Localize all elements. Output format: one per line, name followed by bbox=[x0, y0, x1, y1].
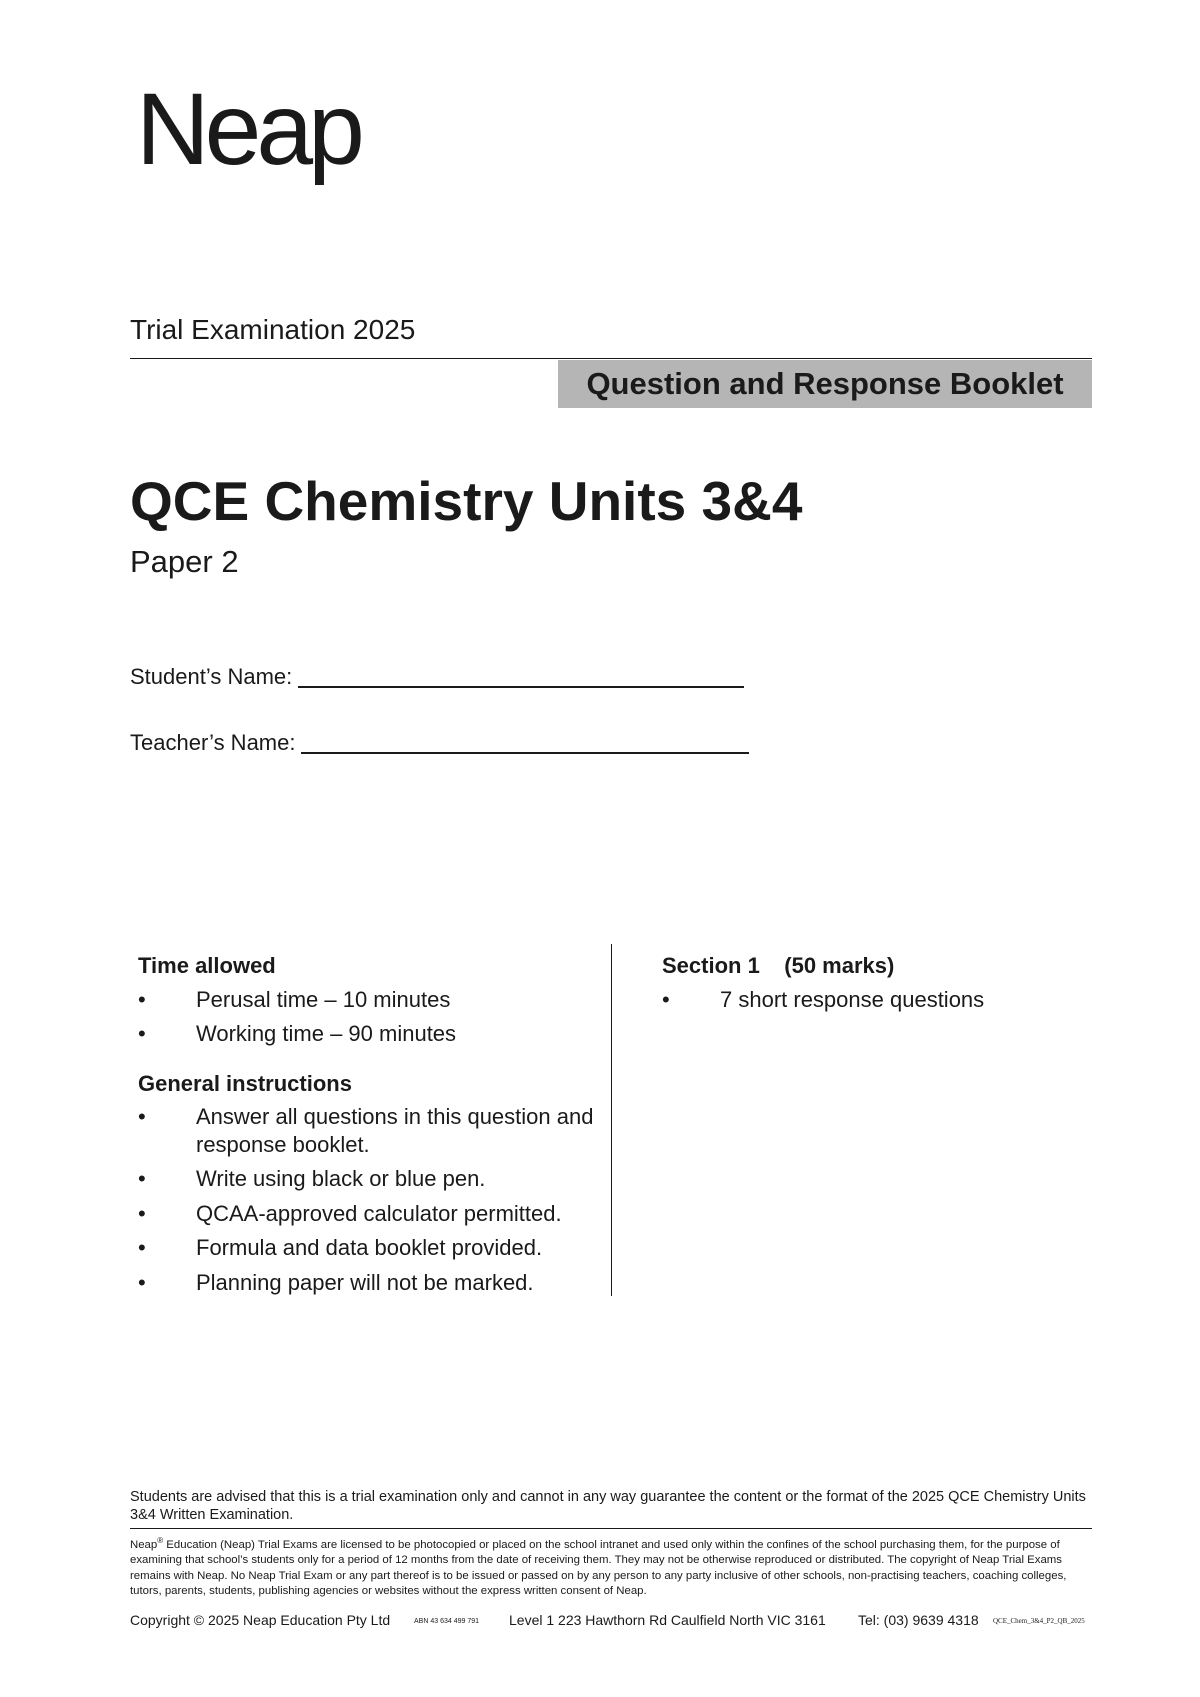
list-item: • Formula and data booklet provided. bbox=[138, 1235, 543, 1260]
footer-document-code: QCE_Chem_3&4_P2_QB_2025 bbox=[993, 1617, 1085, 1625]
neap-logo: Neap bbox=[136, 72, 360, 186]
booklet-type-banner bbox=[558, 360, 1092, 408]
bullet-icon: • bbox=[138, 1200, 146, 1226]
header-rule bbox=[130, 358, 1092, 359]
bullet-icon: • bbox=[138, 1104, 146, 1129]
list-item: • Perusal time – 10 minutes bbox=[138, 986, 451, 1012]
list-item: • 7 short response questions bbox=[662, 986, 985, 1012]
bullet-icon: • bbox=[662, 986, 670, 1012]
bullet-icon: • bbox=[138, 1166, 146, 1191]
column-divider bbox=[611, 944, 612, 1296]
teacher-name-label: Teacher’s Name: bbox=[130, 730, 296, 755]
list-item: • QCAA-approved calculator permitted. bbox=[138, 1200, 562, 1226]
footer-phone: Tel: (03) 9639 4318 bbox=[858, 1612, 979, 1628]
student-name-field[interactable] bbox=[130, 664, 744, 688]
time-allowed-list bbox=[138, 986, 608, 1048]
section-heading: Section 1 (50 marks) bbox=[662, 953, 895, 978]
trial-examination-label: Trial Examination 2025 bbox=[130, 314, 416, 345]
general-instructions-heading: General instructions bbox=[138, 1070, 352, 1096]
exam-title: QCE Chemistry Units 3&4 bbox=[130, 470, 803, 532]
teacher-name-line[interactable] bbox=[301, 730, 749, 754]
bullet-icon: • bbox=[138, 1269, 146, 1295]
footer-rule bbox=[130, 1528, 1092, 1529]
booklet-type-label: Question and Response Booklet bbox=[586, 366, 1064, 401]
bullet-icon: • bbox=[138, 1021, 146, 1046]
trial-disclaimer: Students are advised that this is a trial examination only and cannot in any way guarantee the content or the format of the 2025 QCE Chemistry Units 3&4 Written Examination. bbox=[130, 1489, 1086, 1523]
bullet-icon: • bbox=[138, 986, 146, 1012]
footer-copyright: Copyright © 2025 Neap Education Pty Ltd bbox=[130, 1612, 391, 1628]
teacher-name-field[interactable] bbox=[130, 730, 749, 754]
section-list bbox=[662, 986, 1092, 1014]
general-instructions-list bbox=[138, 1103, 608, 1296]
licence-notice: Neap® Education (Neap) Trial Exams are licensed to be photocopied or placed on the school intranet and used only within the confines of the school purchasing them, for the purpose of examining that school’s students only for a period of 12 months from the date of receiving them. They may not be otherwise reproduced or distributed. The copyright of Neap Trial Exams remains with Neap. No Neap Trial Exam or any part thereof is to be issued or passed on by any person to any party inclusive of other schools, non-practising teachers, coaching colleges, tutors, parents, students, publishing agencies or websites without the express written consent of Neap. bbox=[130, 1536, 1067, 1598]
student-name-label: Student’s Name: bbox=[130, 664, 293, 689]
time-allowed-heading: Time allowed bbox=[138, 953, 276, 978]
instructions-column bbox=[138, 952, 608, 1303]
list-item: • Answer all questions in this question and response booklet. bbox=[138, 1104, 594, 1157]
footer-address: Level 1 223 Hawthorn Rd Caulfield North VIC 3161 bbox=[509, 1612, 826, 1628]
paper-number: Paper 2 bbox=[130, 544, 239, 579]
footer-abn: ABN 43 634 499 791 bbox=[414, 1618, 479, 1625]
student-name-line[interactable] bbox=[298, 664, 744, 688]
list-item: • Write using black or blue pen. bbox=[138, 1166, 486, 1191]
list-item: • Working time – 90 minutes bbox=[138, 1021, 457, 1046]
registered-mark: ® bbox=[157, 1536, 164, 1545]
section-column bbox=[662, 952, 1092, 1020]
list-item: • Planning paper will not be marked. bbox=[138, 1269, 534, 1295]
bullet-icon: • bbox=[138, 1235, 146, 1260]
